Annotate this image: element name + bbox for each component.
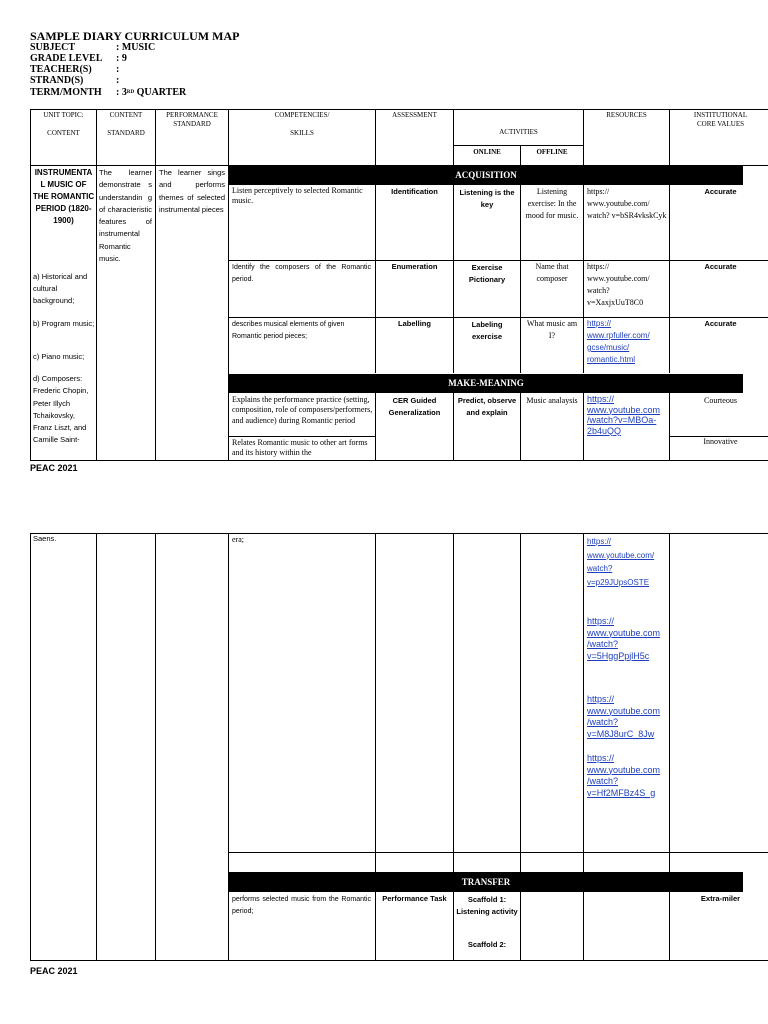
header-offline: OFFLINE: [536, 148, 568, 156]
grade-label: GRADE LEVEL: [30, 53, 103, 64]
column-divider: [453, 185, 454, 373]
column-divider: [375, 533, 376, 872]
core-value-1: Accurate: [704, 187, 737, 196]
unit-topic-d-continued: Saens.: [33, 534, 57, 543]
assessment-3: Labelling: [398, 319, 431, 328]
row-divider: [228, 852, 768, 853]
header-activities: ACTIVITIES: [499, 128, 538, 136]
column-divider: [583, 533, 584, 872]
competency-5: Relates Romantic music to other art forms and its history within the: [232, 438, 368, 457]
column-divider: [453, 533, 454, 872]
unit-topic-title: INSTRUMENTA L MUSIC OF THE ROMANTIC PERIOD (1820-1900): [32, 168, 95, 225]
subject-value: : MUSIC: [116, 42, 156, 53]
column-divider: [155, 533, 156, 961]
table-border: [30, 533, 31, 961]
column-divider: [669, 185, 670, 373]
assessment-2: Enumeration: [391, 262, 438, 271]
column-divider: [453, 892, 454, 961]
header-unit-topic: UNIT TOPIC: CONTENT: [43, 111, 84, 137]
term-value-post: QUARTER: [134, 87, 187, 98]
header-online: ONLINE: [473, 148, 501, 156]
transfer-scaffold-2: Scaffold 2:: [467, 940, 507, 949]
term-row: [30, 87, 186, 98]
offline-activity-2: Name that composer: [535, 262, 569, 283]
unit-topic-b: b) Program music;: [33, 319, 95, 328]
column-divider: [96, 109, 97, 461]
column-divider: [155, 109, 156, 461]
table-border: [30, 109, 31, 461]
strand-value: :: [116, 75, 120, 86]
transfer-assessment: Performance Task: [382, 894, 447, 903]
offline-activity-1: Listening exercise: In the mood for music.: [525, 187, 579, 220]
resource-link-4[interactable]: https:// www.youtube.com /watch?v=MBOa- 2b4uQQ: [587, 394, 661, 436]
unit-topic-c: c) Piano music;: [33, 352, 85, 361]
table-border: [30, 533, 768, 534]
offline-activity-4: Music analaysis: [526, 396, 578, 405]
column-divider: [583, 185, 584, 373]
competency-3: describes musical elements of given Romantic period pieces;: [232, 321, 345, 340]
grade-value: : 9: [116, 53, 127, 64]
teacher-label: TEACHER(S): [30, 64, 92, 75]
subject-row: [30, 42, 155, 53]
header-competencies: COMPETENCIES/ SKILLS: [274, 111, 330, 137]
teacher-value: :: [116, 64, 120, 75]
offline-activity-3: What music am I?: [526, 319, 578, 340]
row-divider: [228, 436, 375, 437]
page-footer-2: PEAC 2021: [30, 966, 78, 976]
column-divider: [520, 533, 521, 872]
transfer-scaffold-1: Scaffold 1: Listening activity: [456, 895, 518, 916]
resource-link-6[interactable]: https:// www.youtube.com /watch? v=5HggPpjlH5c: [587, 616, 661, 661]
term-value-pre: : 3: [116, 87, 127, 98]
subject-label: SUBJECT: [30, 42, 76, 53]
column-divider: [375, 185, 376, 373]
competency-1: Listen perceptively to selected Romantic music.: [232, 186, 363, 205]
row-divider: [453, 145, 583, 146]
header-performance-standard: PERFORMANCE STANDARD: [166, 111, 218, 128]
competency-5-continued: era;: [232, 535, 244, 544]
unit-topic-a: a) Historical and cultural background;: [33, 272, 88, 305]
header-assessment: ASSESSMENT: [392, 111, 437, 119]
performance-standard-text: The learner sings and performs themes of selected instrumental pieces: [159, 168, 225, 214]
term-label: TERM/MONTH: [30, 87, 102, 98]
column-divider: [228, 109, 229, 461]
transfer-core-value: Extra-miler: [700, 894, 741, 903]
column-divider: [583, 892, 584, 961]
resource-link-5[interactable]: https:// www.youtube.com/ watch? v=p29JUpsOSTE: [587, 537, 655, 587]
header-content-standard: CONTENT STANDARD: [107, 111, 145, 137]
competency-2: Identify the composers of the Romantic period.: [232, 264, 371, 283]
resource-1: https:// www.youtube.com/ watch? v=bSR4vkskCyk: [587, 187, 667, 220]
column-divider: [669, 533, 670, 872]
transfer-section-bar: TRANSFER: [229, 872, 743, 892]
core-value-3: Accurate: [704, 319, 737, 328]
table-border: [30, 109, 768, 110]
column-divider: [520, 393, 521, 461]
online-activity-2: Exercise Pictionary: [468, 263, 506, 284]
unit-topic-d: d) Composers: Frederic Chopin, Peter Illych Tchaikovsky, Franz Liszt, and Camille Saint-: [33, 374, 89, 445]
header-resources: RESOURCES: [606, 111, 647, 119]
assessment-4: CER Guided Generalization: [388, 396, 441, 417]
resource-link-3[interactable]: https:// www.rpfuller.com/ gcse/music/ romantic.html: [587, 319, 650, 364]
column-divider: [520, 892, 521, 961]
core-value-4: Courteous: [704, 396, 737, 405]
strand-row: [30, 75, 119, 86]
content-standard-text: The learner demonstrate s understandin g of characteristic features of instrumental Romantic music.: [99, 168, 152, 264]
online-activity-1: Listening is the key: [459, 188, 515, 209]
online-activity-3: Labeling exercise: [471, 320, 503, 341]
table-border: [30, 460, 768, 461]
document-title: SAMPLE DIARY CURRICULUM MAP: [30, 29, 240, 43]
online-activity-4: Predict, observe and explain: [457, 396, 517, 417]
row-divider: [228, 260, 768, 261]
competency-4: Explains the performance practice (setting, composition, role of composers/performers, and audience) during Romantic period: [232, 395, 373, 425]
core-value-5: Innovative: [703, 437, 738, 446]
header-core-values: INSTITUTIONAL CORE VALUES: [693, 111, 748, 128]
grade-row: [30, 53, 127, 64]
teacher-row: [30, 64, 119, 75]
resource-link-8[interactable]: https:// www.youtube.com /watch? v=Hf2MFBz4S_g: [587, 753, 661, 798]
column-divider: [453, 393, 454, 461]
column-divider: [228, 533, 229, 961]
term-value-sup: RD: [126, 90, 135, 95]
column-divider: [96, 533, 97, 961]
table-border: [30, 960, 768, 961]
assessment-1: Identification: [391, 187, 438, 196]
transfer-competency: performs selected music from the Romantic period;: [232, 896, 371, 915]
acquisition-section-bar: ACQUISITION: [229, 166, 743, 185]
row-divider: [228, 317, 768, 318]
page-footer-1: PEAC 2021: [30, 463, 78, 473]
strand-label: STRAND(S): [30, 75, 84, 86]
resource-2: https:// www.youtube.com/ watch? v=XaxjxUuT8C0: [587, 262, 650, 307]
column-divider: [583, 393, 584, 461]
column-divider: [520, 185, 521, 373]
core-value-2: Accurate: [704, 262, 737, 271]
make-meaning-section-bar: MAKE-MEANING: [229, 374, 743, 393]
resource-link-7[interactable]: https:// www.youtube.com /watch? v=M8J8urC_8Jw: [587, 694, 661, 739]
